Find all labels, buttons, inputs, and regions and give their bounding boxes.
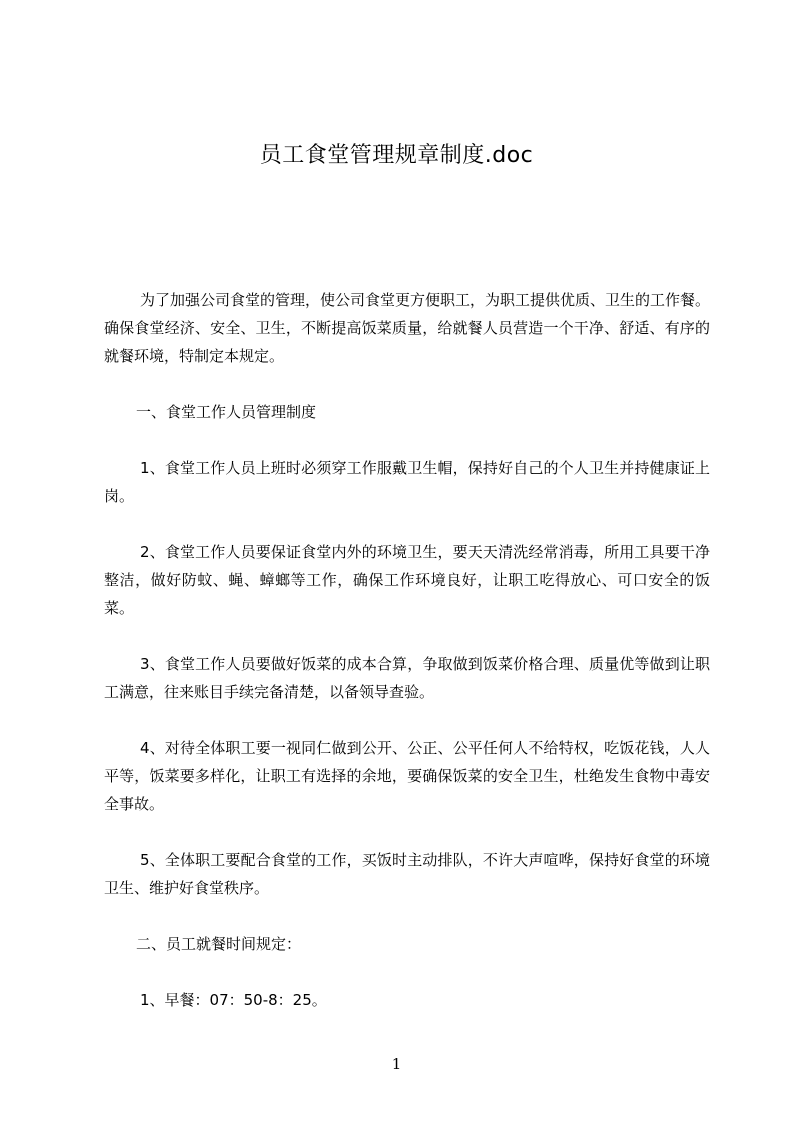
document-title: 员工食堂管理规章制度.doc [259, 143, 534, 168]
rule-paragraph-3: 3、食堂工作人员要做好饭菜的成本合算，争取做到饭菜价格合理、质量优等做到让职工满意，往来账目手续完备清楚，以备领导查验。 [104, 655, 710, 701]
rule-paragraph-2: 2、食堂工作人员要保证食堂内外的环境卫生，要天天清洗经常消毒，所用工具要干净整洁，做好防蚊、蝇、蟑螂等工作，确保工作环境良好，让职工吃得放心、可口安全的饭菜。 [104, 543, 710, 617]
document-body [104, 286, 710, 1042]
meal-time-breakfast: 1、早餐：07：50-8：25。 [140, 991, 327, 1009]
rule-paragraph-1: 1、食堂工作人员上班时必须穿工作服戴卫生帽，保持好自己的个人卫生并持健康证上岗。 [104, 459, 710, 505]
intro-paragraph: 为了加强公司食堂的管理，使公司食堂更方便职工，为职工提供优质、卫生的工作餐。确保食堂经济、安全、卫生，不断提高饭菜质量，给就餐人员营造一个干净、舒适、有序的就餐环境，特制定本规定。 [104, 291, 711, 365]
section-heading-staff-management: 一、食堂工作人员管理制度 [136, 403, 317, 421]
rule-paragraph-5: 5、全体职工要配合食堂的工作，买饭时主动排队，不许大声喧哗，保持好食堂的环境卫生、维护好食堂秩序。 [104, 851, 710, 897]
section-heading-meal-times: 二、员工就餐时间规定： [136, 935, 302, 953]
rule-paragraph-4: 4、对待全体职工要一视同仁做到公开、公正、公平任何人不给特权，吃饭花钱，人人平等，饭菜要多样化，让职工有选择的余地，要确保饭菜的安全卫生，杜绝发生食物中毒安全事故。 [104, 739, 710, 813]
page-number: 1 [391, 1055, 402, 1073]
